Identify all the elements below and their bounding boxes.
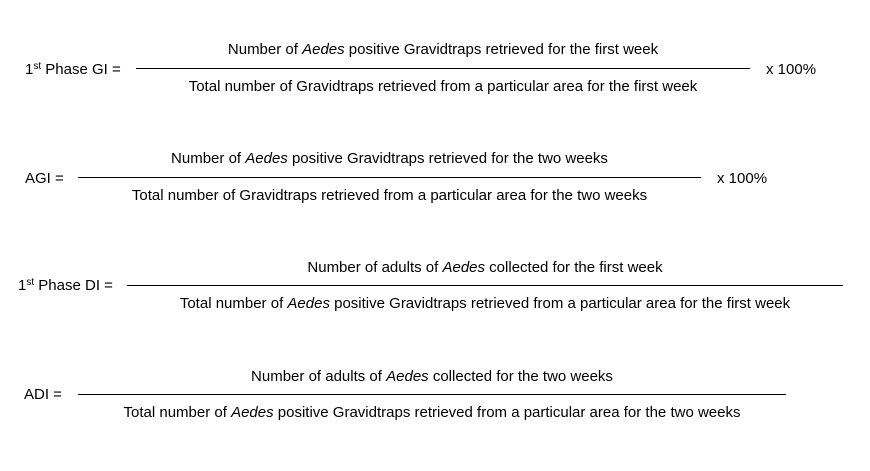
numerator: Number of Aedes positive Gravidtraps retrieved for the first week: [227, 41, 659, 58]
formula-label: 1st Phase DI =: [18, 277, 113, 294]
numerator: Number of adults of Aedes collected for the two weeks: [251, 368, 613, 385]
numerator: Number of Aedes positive Gravidtraps retrieved for the two weeks: [171, 150, 608, 167]
multiplier: x 100%: [717, 170, 768, 187]
numerator: Number of adults of Aedes collected for the first week: [307, 259, 663, 276]
denominator: Total number of Gravidtraps retrieved from a particular area for the two weeks: [131, 187, 648, 204]
multiplier: x 100%: [766, 61, 817, 78]
fraction-bar: [136, 68, 750, 69]
formula-label: ADI =: [24, 386, 62, 403]
fraction-bar: [78, 177, 701, 178]
denominator: Total number of Gravidtraps retrieved from a particular area for the first week: [188, 78, 698, 95]
denominator: Total number of Aedes positive Gravidtraps retrieved from a particular area for the first week: [179, 295, 791, 312]
formula-label: AGI =: [25, 170, 64, 187]
fraction-bar: [127, 285, 843, 286]
formula-label: 1st Phase GI =: [25, 61, 121, 78]
fraction-bar: [78, 394, 786, 395]
denominator: Total number of Aedes positive Gravidtraps retrieved from a particular area for the two weeks: [123, 404, 741, 421]
